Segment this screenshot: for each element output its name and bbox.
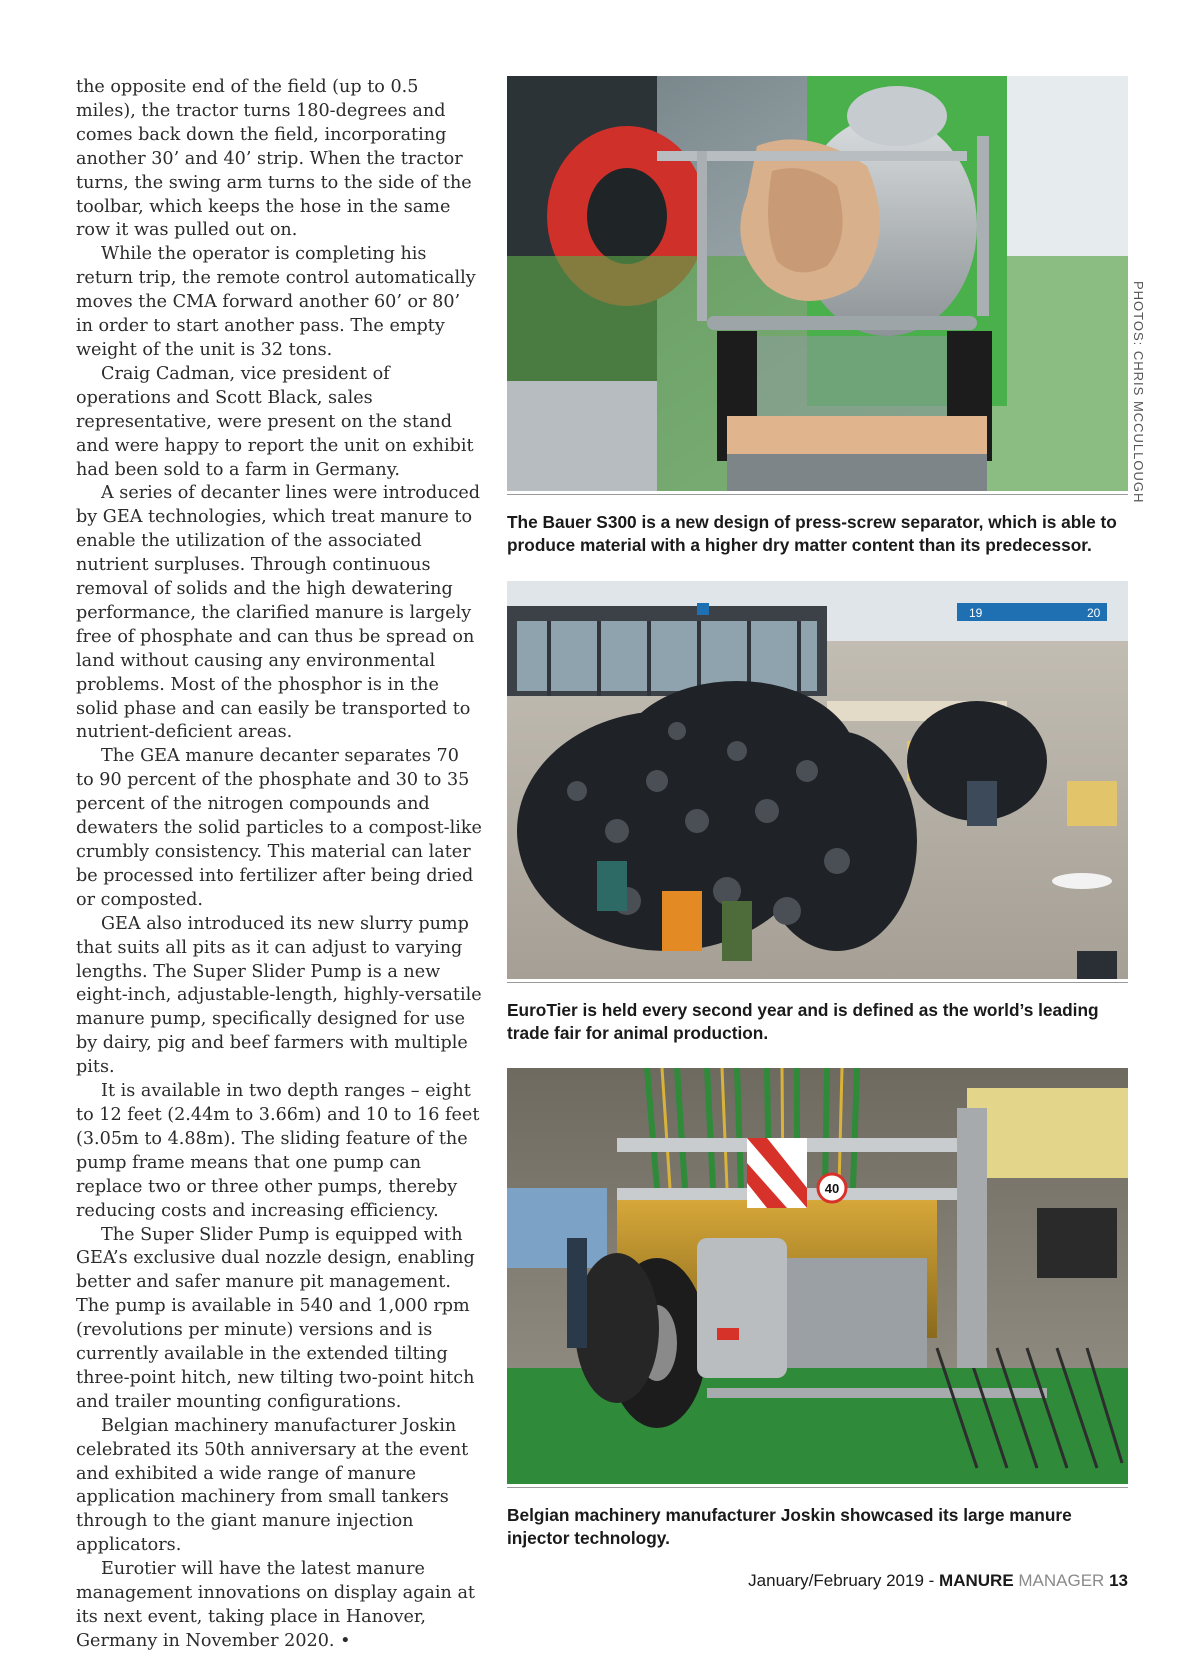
- crowd-image: [507, 581, 1128, 979]
- separator-image: [507, 76, 1128, 491]
- page-footer: [748, 1571, 1128, 1591]
- issue-date: January/February 2019 -: [748, 1571, 940, 1590]
- photo-credit: PHOTOS: CHRIS MCCULLOUGH: [1131, 281, 1146, 504]
- crowd-photo: [507, 581, 1128, 979]
- figure-crowd: [507, 581, 1128, 1045]
- article-paragraph: the opposite end of the field (up to 0.5 miles), the tractor turns 180-degrees and comes back down the field, incorporating another 30’ and 40’ strip. When the tractor turns, the swing arm turns to the side of the toolbar, which keeps the hose in the same row it was pulled out on.: [76, 77, 472, 241]
- article-paragraph: The pump is available in 540 and 1,000 rpm (revolutions per minute) versions and is currently available in the extended tilting three-point hitch, new tilting two-point hitch and trailer mounting configurations.: [76, 1296, 475, 1412]
- crowd-caption: EuroTier is held every second year and is defined as the world’s leading trade fair for animal production.: [507, 1000, 1099, 1043]
- magazine-name-primary: MANURE: [939, 1571, 1014, 1590]
- caption-divider: [507, 494, 1128, 495]
- figure-separator: [507, 76, 1128, 557]
- article-paragraph: Eurotier will have the latest manure management innovations on display again at its next event, taking place in Hanover, Germany in November 2020. •: [76, 1559, 476, 1651]
- article-paragraph: It is available in two depth ranges – eight to 12 feet (2.44m to 3.66m) and 10 to 16 feet (3.05m to 4.88m). The sliding feature of the pump frame means that one pump can replace two or three other pumps, thereby reducing costs and increasing efficiency.: [76, 1081, 480, 1221]
- article-paragraph: A series of decanter lines were introduced by GEA technologies, which treat manure to enable the utilization of the associated nutrient surpluses. Through continuous removal of solids and the high dewatering performance, the clarified manure is largely free of phosphate and can thus be spread on land without causing any environmental problems. Most of the phosphor is in the solid phase and can easily be transported to nutrient-deficient areas.: [76, 483, 480, 743]
- figure-injector: [507, 1068, 1128, 1550]
- speed-sign: 40: [824, 1181, 840, 1196]
- article-paragraph: While the operator is completing his return trip, the remote control automatically moves the CMA forward another 60’ or 80’ in order to start another pass. The empty weight of the unit is 32 tons.: [76, 244, 476, 360]
- page-number: 13: [1109, 1571, 1128, 1590]
- injector-photo: [507, 1068, 1128, 1484]
- injector-image: [507, 1068, 1128, 1484]
- article-paragraph: Belgian machinery manufacturer Joskin celebrated its 50th anniversary at the event and exhibited a wide range of manure application machinery from small tankers through to the giant manure injection applicators.: [76, 1415, 469, 1556]
- separator-caption: The Bauer S300 is a new design of press-screw separator, which is able to produce material with a higher dry matter content than its predecessor.: [507, 512, 1117, 555]
- separator-photo: [507, 76, 1128, 491]
- hall-sign-left: 19: [969, 606, 983, 620]
- caption-divider: [507, 982, 1128, 983]
- article-paragraph: The Super Slider Pump is equipped with GEA’s exclusive dual nozzle design, enabling better and safer manure pit management.: [76, 1224, 475, 1293]
- article-paragraph: Craig Cadman, vice president of operations and Scott Black, sales representative, were present on the stand and were happy to report the unit on exhibit had been sold to a farm in Germany.: [76, 363, 474, 480]
- magazine-name-secondary: MANAGER: [1013, 1571, 1105, 1590]
- injector-caption: Belgian machinery manufacturer Joskin showcased its large manure injector technology.: [507, 1505, 1072, 1548]
- article-paragraph: GEA also introduced its new slurry pump that suits all pits as it can adjust to varying lengths. The Super Slider Pump is a new eight-inch, adjustable-length, highly-versatile manure pump, specifically designed for use by dairy, pig and beef farmers with multiple pits.: [76, 913, 482, 1078]
- caption-divider: [507, 1487, 1128, 1488]
- hall-sign-right: 20: [1087, 606, 1101, 620]
- article-paragraph: The GEA manure decanter separates 70 to 90 percent of the phosphate and 30 to 35 percent of the nitrogen compounds and dewaters the solid particles to a compost-like crumbly consistency. This material can later be processed into fertilizer after being dried or composted.: [76, 746, 482, 910]
- article-column: [76, 76, 482, 1654]
